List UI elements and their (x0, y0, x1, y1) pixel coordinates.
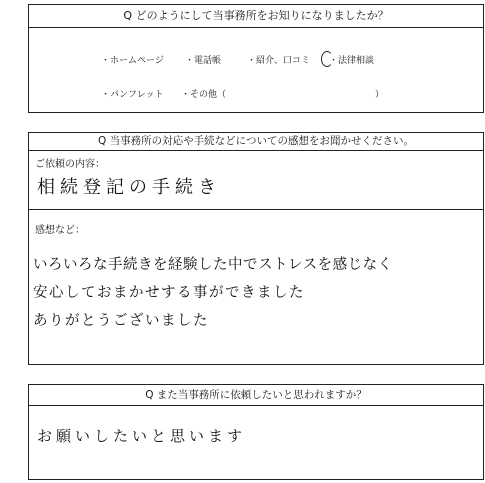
option-pamphlet (101, 87, 164, 100)
question-1-box (28, 4, 484, 113)
question-3-answer: お願いしたいと思います (37, 427, 247, 445)
question-1-title: Q どのようにして当事務所をお知りになりましたか？ (29, 5, 483, 28)
impressions-label: 感想など： (35, 225, 85, 236)
option-phonebook-label: ・電話帳 (185, 56, 222, 66)
request-content-label: ご依頼の内容： (35, 159, 105, 170)
option-referral (247, 53, 310, 66)
selected-circle-mark (321, 51, 333, 67)
option-other (181, 87, 226, 100)
impression-line-1: いろいろな手続きを経験した中でストレスを感じなく (33, 257, 393, 273)
impression-line-3: ありがとうございました (33, 313, 209, 329)
option-referral-label: ・紹介、口コミ (247, 56, 311, 66)
question-2-box (28, 132, 484, 365)
option-other-label: ・その他（ (181, 90, 227, 100)
question-2-title: Q 当事務所の対応や手続などについての感想をお聞かせください。 (29, 133, 483, 151)
option-legal-consultation-label: ・法律相談 (329, 56, 375, 66)
option-homepage-label: ・ホームページ (101, 56, 164, 66)
request-content-answer: 相続登記の手続き (37, 177, 221, 198)
option-phonebook (185, 53, 221, 66)
option-pamphlet-label: ・パンフレット (101, 90, 164, 100)
section-divider (29, 209, 483, 210)
question-3-title: Q また当事務所に依頼したいと思われますか？ (29, 385, 483, 406)
impression-line-2: 安心しておまかせする事ができました (33, 285, 305, 301)
question-3-box (28, 384, 484, 480)
option-legal-consultation (329, 53, 374, 66)
option-other-close-paren: ） (375, 90, 385, 100)
option-homepage (101, 53, 164, 66)
